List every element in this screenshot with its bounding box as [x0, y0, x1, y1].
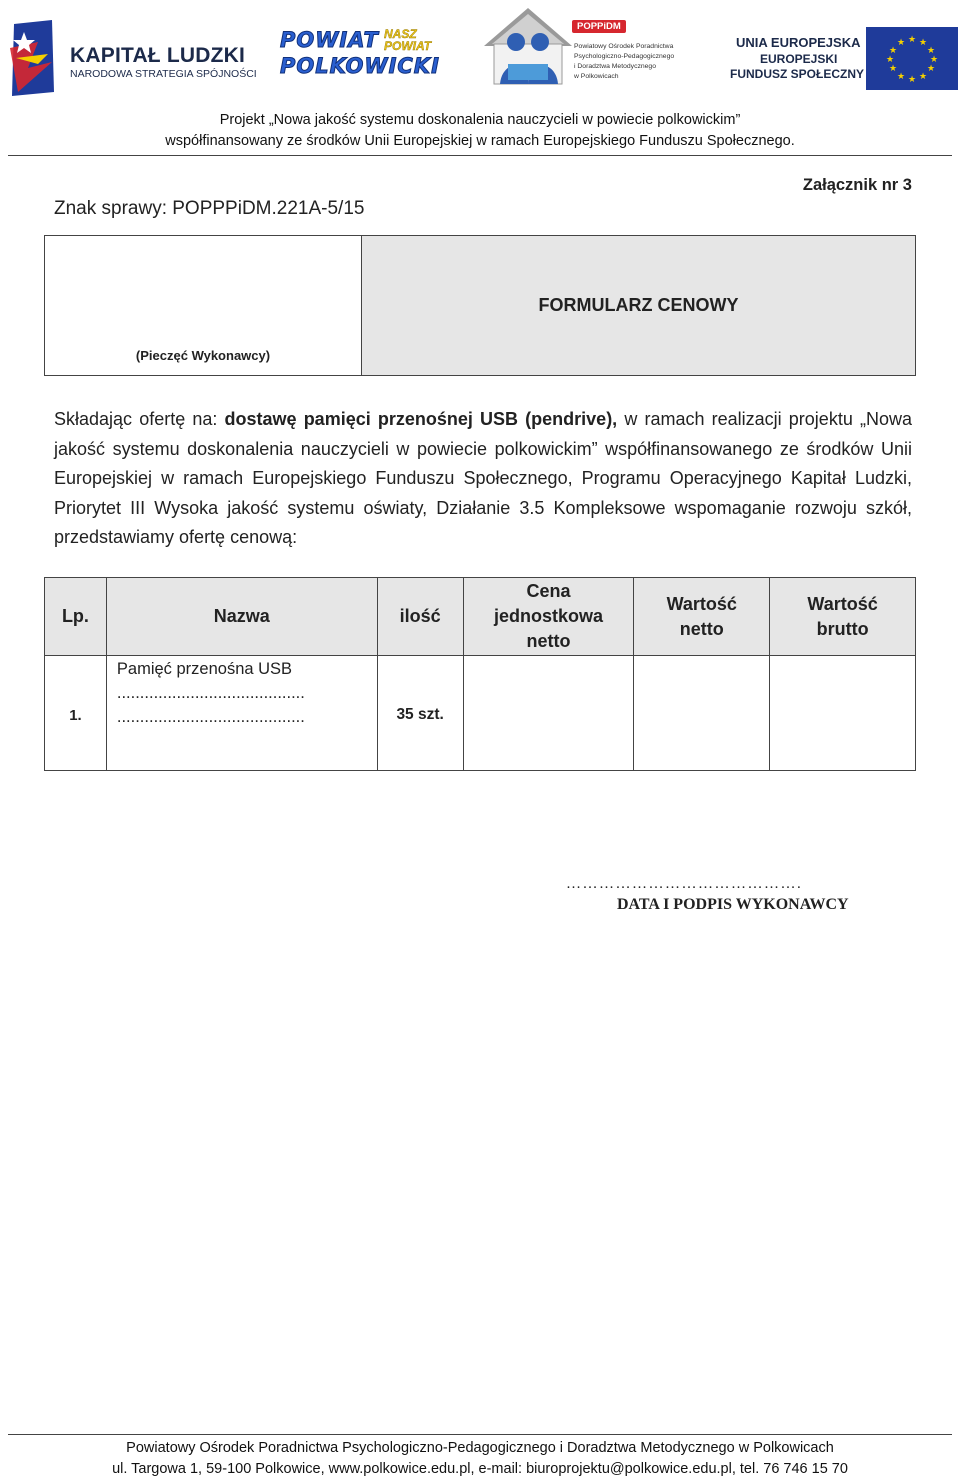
svg-text:★: ★ [888, 64, 898, 74]
eu-logo [724, 26, 960, 92]
row-name-line-1: Pamięć przenośna USB [116, 660, 293, 678]
row-lp: 1. [45, 656, 107, 771]
header-divider [8, 155, 952, 156]
intro-body: w ramach realizacji projektu „Nowa jakość systemu doskonalenia nauczycieli w powiecie polkowickim” współfinansowanego ze środków Unii Europejskiej w ramach Europejskiego Funduszu Społecznego, Programu Operacyjnego Kapitał Ludzki, Priorytet III Wysoka jakość systemu oświaty, Działanie 3.5 Kompleksowe wspomaganie rozwoju szkół, przedstawiamy ofertę cenową: [54, 409, 912, 547]
kapital-ludzki-logo [8, 18, 257, 98]
poppidm-logo [480, 2, 680, 88]
svg-text:★: ★ [888, 46, 898, 56]
powiat-polkowicki-logo [278, 28, 438, 86]
row-net-value-field[interactable] [634, 656, 770, 771]
row-name-line-2: ......................................... [116, 684, 305, 702]
price-table [44, 577, 916, 771]
header-name: Nazwa [106, 578, 377, 656]
intro-subject: dostawę pamięci przenośnej USB (pendrive), [224, 409, 618, 429]
project-line-2: współfinansowany ze środków Unii Europejskiej w ramach Europejskiego Funduszu Społecznego. [165, 133, 795, 149]
poppidm-emblem-icon [480, 2, 576, 88]
poppidm-line: w Polkowicach [574, 73, 619, 80]
table-header-row [45, 578, 916, 656]
header-unit-price-l3: netto [526, 631, 571, 651]
svg-text:★: ★ [907, 35, 917, 45]
svg-text:★: ★ [926, 46, 936, 56]
footer-divider [8, 1434, 952, 1435]
efs-title-1: EUROPEJSKI [760, 52, 838, 66]
svg-text:★: ★ [896, 38, 906, 48]
header-unit-price [463, 578, 634, 656]
eu-flag-icon [866, 27, 958, 90]
header-gross-value [770, 578, 916, 656]
efs-title-2: FUNDUSZ SPOŁECZNY [730, 67, 865, 81]
svg-text:★: ★ [885, 55, 895, 65]
eu-title: UNIA EUROPEJSKA [736, 35, 861, 50]
svg-text:★: ★ [907, 75, 917, 85]
kapital-ludzki-subtitle: NARODOWA STRATEGIA SPÓJNOŚCI [70, 68, 257, 80]
footer-line-2: ul. Targowa 1, 59-100 Polkowice, www.polkowice.edu.pl, e-mail: biuroprojektu@polkowice.edu.pl, tel. 76 746 15 70 [112, 1461, 848, 1477]
row-gross-value-field[interactable] [770, 656, 916, 771]
header-net-value-l1: Wartość [666, 593, 737, 614]
footer [0, 1438, 960, 1479]
intro-prefix: Składając ofertę na: [54, 409, 225, 429]
form-header-box [44, 235, 916, 376]
poppidm-badge: POPPiDM [572, 20, 626, 33]
poppidm-line: i Doradztwa Metodycznego [574, 63, 656, 70]
kapital-ludzki-emblem-icon [8, 18, 60, 98]
row-name-line-3: ......................................... [116, 708, 305, 726]
polkowicki-word: POLKOWICKI [280, 54, 440, 78]
header-quantity: ilość [377, 578, 463, 656]
header-net-value [634, 578, 770, 656]
stamp-label: (Pieczęć Wykonawcy) [135, 348, 271, 363]
form-title-cell [362, 236, 915, 375]
offer-intro-paragraph [54, 405, 912, 553]
table-row [45, 656, 916, 771]
header-unit-price-l1: Cena [526, 581, 571, 601]
annex-label: Załącznik nr 3 [802, 176, 912, 194]
powiat-word: POWIAT [280, 28, 379, 52]
row-quantity: 35 szt. [377, 656, 463, 771]
svg-text:★: ★ [896, 72, 906, 82]
svg-text:★: ★ [918, 72, 928, 82]
contractor-stamp-field [45, 236, 362, 375]
signature-label: DATA I PODPIS WYKONAWCY [617, 896, 849, 913]
footer-line-1: Powiatowy Ośrodek Poradnictwa Psychologiczno-Pedagogicznego i Doradztwa Metodycznego w Polkowicach [126, 1440, 834, 1456]
row-unit-price-field[interactable] [463, 656, 634, 771]
svg-text:★: ★ [918, 38, 928, 48]
poppidm-text [574, 42, 674, 82]
svg-text:★: ★ [929, 55, 939, 65]
price-table-body [45, 656, 916, 771]
price-table-head [45, 578, 916, 656]
header-net-value-l2: netto [679, 618, 724, 639]
signature-line[interactable]: ……………………………………. [566, 876, 803, 892]
row-name [106, 656, 377, 771]
poppidm-line: Powiatowy Ośrodek Poradnictwa [574, 43, 674, 50]
project-line-1: Projekt „Nowa jakość systemu doskonalenia nauczycieli w powiecie polkowickim” [219, 112, 741, 128]
form-title: FORMULARZ CENOWY [538, 295, 739, 315]
nasz-powiat-tag: NASZ POWIAT [384, 27, 432, 53]
poppidm-line: Psychologiczno-Pedagogicznego [574, 53, 675, 60]
header-unit-price-l2: jednostkowa [493, 606, 603, 626]
header-gross-value-l1: Wartość [807, 593, 878, 614]
logo-bar [0, 0, 960, 100]
header-gross-value-l2: brutto [816, 618, 869, 639]
project-description [0, 110, 960, 152]
case-number: Znak sprawy: POPPPiDM.221A-5/15 [54, 198, 365, 219]
svg-text:★: ★ [926, 64, 936, 74]
header-lp: Lp. [45, 578, 107, 656]
kapital-ludzki-title: KAPITAŁ LUDZKI [70, 44, 246, 67]
